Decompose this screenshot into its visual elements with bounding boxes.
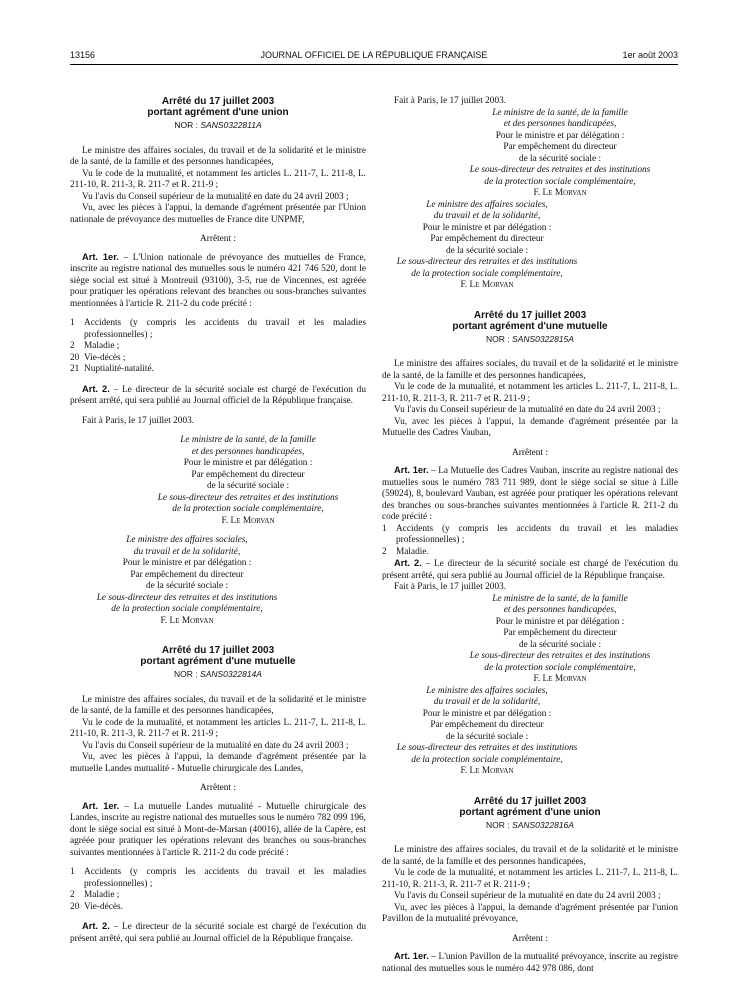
nor-reference: NOR : SANS0322815A [486, 333, 574, 344]
article-1: Art. 1er. – L'Union nationale de prévoyance des mutuelles de France, inscrite au registre national des mutuelles sous le numéro 421 746 520, dont le siège social est situé à Montreuil (93100), 3-5, rue de Vincennes, est agréée pour pratiquer les opérations relevant des branches ou sous-branches suivantes mentionnées à l'article R. 211-2 du code précité : [70, 251, 367, 309]
page-header [70, 50, 678, 64]
page-number: 13156 [70, 50, 96, 60]
list-item: 20 Vie-décès ; [70, 352, 126, 363]
nor-reference: NOR : SANS0322816A [486, 819, 574, 830]
paragraph: Vu l'avis du Conseil supérieur de la mutualité en date du 24 avril 2003 ; [394, 891, 661, 901]
paragraph: Vu, avec les pièces à l'appui, la demande d'agrément présentée par la Mutuelle des Cadres Vauban, [382, 416, 678, 438]
paragraph: Vu l'avis du Conseil supérieur de la mutualité en date du 24 avril 2003 ; [82, 740, 349, 751]
paragraph: Le ministre des affaires sociales, du travail et de la solidarité et le ministre de la santé, de la famille et des personnes handicapées, [382, 845, 678, 867]
signature-block: Le ministre des affaires sociales, du travail et de la solidarité, Pour le ministre et par délégation : Par empêchement du directeur de la sécurité sociale : Le sous-directeur des retraites et des institutions de la protection sociale complémentaire, F. Le Morvan [396, 685, 578, 776]
paragraph: Vu le code de la mutualité, et notamment les articles L. 211-7, L. 211-8, L. 211-10, R. 211-3, R. 211-7 et R. 211-9 ; [382, 382, 678, 404]
decree-subtitle: portant agrément d'une union [147, 107, 289, 118]
decree-subtitle: portant agrément d'une mutuelle [140, 656, 296, 667]
paragraph: Le ministre des affaires sociales, du travail et de la solidarité et le ministre de la santé, de la famille et des personnes handicapées, [70, 145, 366, 167]
paragraph: Le ministre des affaires sociales, du travail et de la solidarité et le ministre de la santé, de la famille et des personnes handicapées, [382, 359, 678, 381]
decree-title: Arrêté du 17 juillet 2003 [161, 96, 275, 107]
article-1: Art. 1er. – La Mutuelle des Cadres Vauban, inscrite au registre national des mutuelles sous le numéro 783 711 989, dont le siège social se situe à Lille (59024), 8, boulevard Vauban, est agréée pour pratiquer les opérations relevant des branches ou sous-branches suivantes mentionnées à l'article R. 211-2 du code précité : [382, 465, 678, 522]
list-item: 2 Maladie ; [70, 890, 120, 900]
arretent: Arrêtent : [200, 783, 236, 793]
decree-subtitle: portant agrément d'une union [459, 806, 601, 818]
paragraph: Vu, avec les pièces à l'appui, la demande d'agrément présentée par l'union Pavillon de la mutualité prévoyance, [382, 902, 678, 924]
article-1: Art. 1er. – La mutuelle Landes mutualité - Mutuelle chirurgicale des Landes, inscrite au registre national des mutuelles sous le numéro 782 099 196, dont le siège social est situé à Mont-de-Marsan (40016), allée de la Capère, est agréée pour pratiquer les opérations relevant des branches ou sous-branches suivantes mentionnées à l'article R. 211-2 du code précité : [70, 800, 366, 858]
signature-block: Le ministre des affaires sociales, du travail et de la solidarité, Pour le ministre et par délégation : Par empêchement du directeur de la sécurité sociale : Le sous-directeur des retraites et des institutions de la protection sociale complémentaire, F. Le Morvan [96, 535, 278, 626]
signature-block: Le ministre de la santé, de la famille et des personnes handicapées, Pour le ministre et par délégation : Par empêchement du directeur de la sécurité sociale : Le sous-directeur des retraites et des institutions de la protection sociale complémentaire, F. Le Morvan [157, 435, 339, 526]
nor-reference: NOR : SANS0322811A [174, 120, 262, 130]
list-item: 2 Maladie. [382, 546, 429, 557]
paragraph: Vu le code de la mutualité, et notamment les articles L. 211-7, L. 211-8, L. 211-10, R. 211-3, R. 211-7 et R. 211-9 ; [70, 168, 366, 190]
journal-title: JOURNAL OFFICIEL DE LA RÉPUBLIQUE FRANÇAISE [260, 50, 488, 60]
header-rule [70, 64, 678, 65]
fait-a-paris: Fait à Paris, le 17 juillet 2003. [394, 96, 507, 106]
arretent: Arrêtent : [200, 234, 236, 244]
article-2: Art. 2. – Le directeur de la sécurité sociale est chargé de l'exécution du présent arrêté, qui sera publié au Journal officiel de la République française. [70, 383, 366, 406]
nor-reference: NOR : SANS0322814A [174, 669, 262, 679]
fait-a-paris: Fait à Paris, le 17 juillet 2003. [394, 582, 507, 592]
signature-block: Le ministre des affaires sociales, du travail et de la solidarité, Pour le ministre et par délégation : Par empêchement du directeur de la sécurité sociale : Le sous-directeur des retraites et des institutions de la protection sociale complémentaire, F. Le Morvan [396, 199, 578, 290]
right-column [382, 96, 679, 975]
fait-a-paris: Fait à Paris, le 17 juillet 2003. [82, 415, 195, 426]
list-item: 2 Maladie ; [70, 341, 120, 351]
article-2: Art. 2. – Le directeur de la sécurité sociale est chargé de l'exécution du présent arrêté, qui sera publié au Journal officiel de la République française. [70, 921, 366, 944]
paragraph: Vu l'avis du Conseil supérieur de la mutualité en date du 24 avril 2003 ; [394, 405, 661, 415]
paragraph: Vu, avec les pièces à l'appui, la demande d'agrément présentée par la mutuelle Landes mutualité - Mutuelle chirurgicale des Landes, [70, 752, 366, 774]
issue-date: 1er août 2003 [622, 50, 678, 60]
decree-subtitle: portant agrément d'une mutuelle [452, 320, 608, 332]
paragraph: Vu, avec les pièces à l'appui, la demande d'agrément présentée par l'Union nationale de prévoyance des mutuelles de France dite UNPMF, [70, 203, 366, 225]
list-item: 1 Accidents (y compris les accidents du travail et les maladies professionnelles) ; [70, 867, 366, 889]
decree-title: Arrêté du 17 juillet 2003 [473, 795, 587, 807]
list-item: 21 Nuptialité-natalité. [70, 364, 154, 374]
decree-title: Arrêté du 17 juillet 2003 [473, 309, 587, 321]
article-1: Art. 1er. – L'union Pavillon de la mutualité prévoyance, inscrite au registre national des mutuelles sous le numéro 442 978 086, dont [382, 951, 679, 974]
paragraph: Vu le code de la mutualité, et notamment les articles L. 211-7, L. 211-8, L. 211-10, R. 211-3, R. 211-7 et R. 211-9 ; [70, 717, 366, 739]
article-2: Art. 2. – Le directeur de la sécurité sociale est chargé de l'exécution du présent arrêté, qui sera publié au Journal officiel de la République française. [382, 558, 678, 581]
left-column [70, 96, 366, 945]
arretent: Arrêtent : [512, 933, 548, 944]
paragraph: Vu l'avis du Conseil supérieur de la mutualité en date du 24 avril 2003 ; [82, 191, 349, 202]
list-item: 1 Accidents (y compris les accidents du travail et les maladies professionnelles) ; [382, 523, 678, 545]
list-item: 20 Vie-décès. [70, 901, 123, 912]
signature-block: Le ministre de la santé, de la famille et des personnes handicapées, Pour le ministre et par délégation : Par empêchement du directeur de la sécurité sociale : Le sous-directeur des retraites et des institutions de la protection sociale complémentaire, F. Le Morvan [469, 593, 651, 684]
arretent: Arrêtent : [512, 447, 548, 458]
list-item: 1 Accidents (y compris les accidents du travail et les maladies professionnelles) ; [70, 318, 366, 340]
paragraph: Vu le code de la mutualité, et notamment les articles L. 211-7, L. 211-8, L. 211-10, R. 211-3, R. 211-7 et R. 211-9 ; [382, 868, 678, 890]
decree-title: Arrêté du 17 juillet 2003 [161, 645, 275, 656]
paragraph: Le ministre des affaires sociales, du travail et de la solidarité et le ministre de la santé, de la famille et des personnes handicapées, [70, 694, 366, 716]
signature-block: Le ministre de la santé, de la famille et des personnes handicapées, Pour le ministre et par délégation : Par empêchement du directeur de la sécurité sociale : Le sous-directeur des retraites et des institutions de la protection sociale complémentaire, F. Le Morvan [469, 107, 651, 198]
